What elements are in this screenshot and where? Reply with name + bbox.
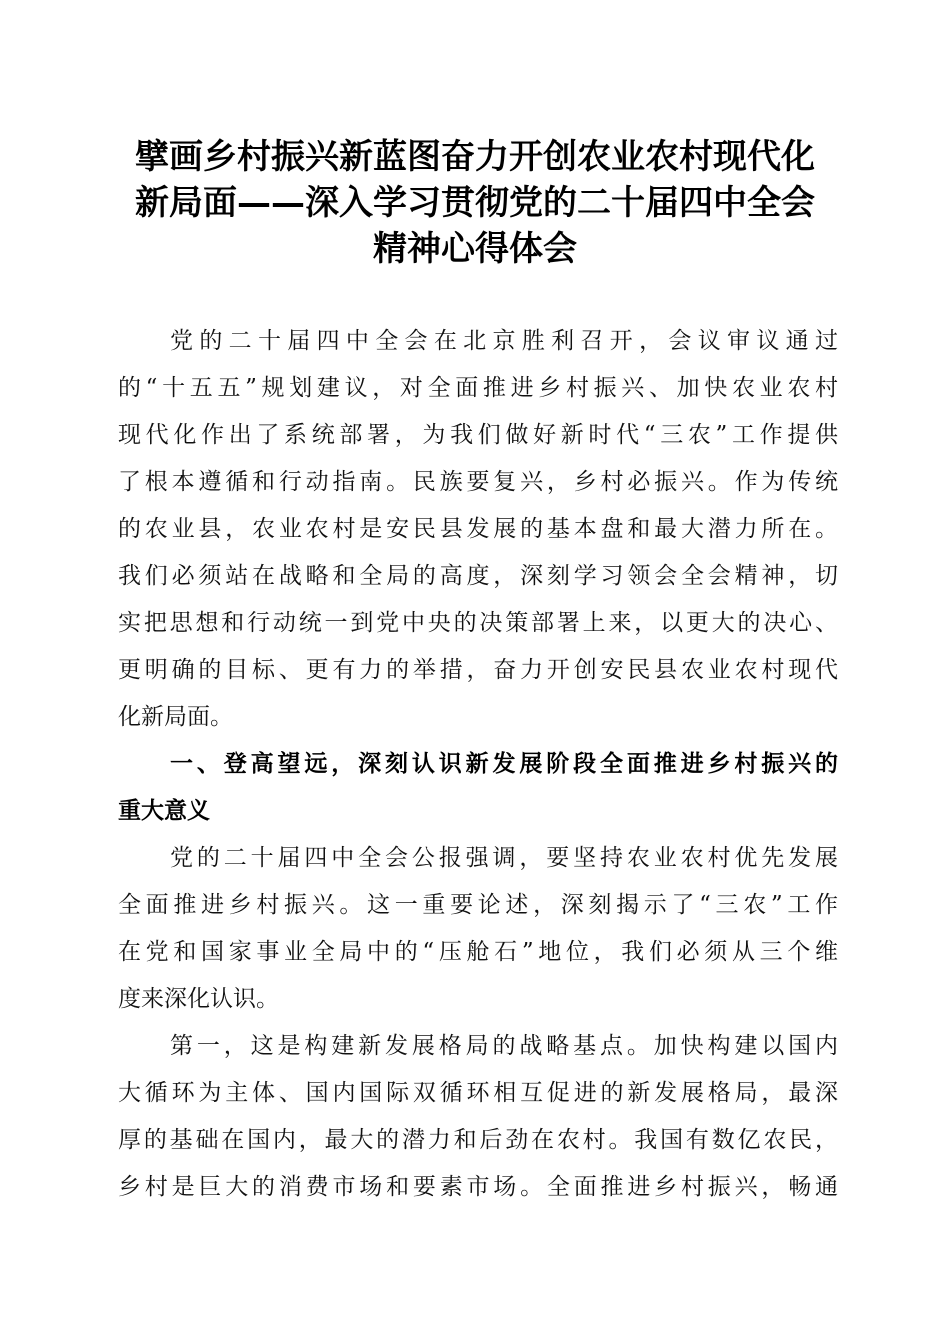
paragraph-significance	[118, 835, 838, 1023]
paragraph-first-point	[118, 1023, 838, 1211]
text-line: 化新局面。	[118, 704, 233, 730]
document-title	[105, 134, 845, 272]
text-line: 第一，这是构建新发展格局的战略基点。加快构建以国内	[170, 1033, 838, 1059]
document-body	[118, 318, 838, 1211]
text-line: 我们必须站在战略和全局的高度，深刻学习领会全会精神，切	[118, 563, 838, 589]
text-line: 了根本遵循和行动指南。民族要复兴，乡村必振兴。作为传统	[118, 469, 838, 495]
text-line: 现代化作出了系统部署，为我们做好新时代“三农”工作提供	[118, 422, 838, 448]
title-line: 擘画乡村振兴新蓝图奋力开创农业农村现代化	[135, 137, 815, 177]
text-line: 的“十五五”规划建议，对全面推进乡村振兴、加快农业农村	[118, 375, 838, 401]
text-line: 更明确的目标、更有力的举措，奋力开创安民县农业农村现代	[118, 657, 838, 683]
text-line: 党的二十届四中全会在北京胜利召开，会议审议通过	[170, 328, 838, 354]
text-line: 党的二十届四中全会公报强调，要坚持农业农村优先发展	[170, 845, 838, 871]
text-line: 大循环为主体、国内国际双循环相互促进的新发展格局，最深	[118, 1080, 838, 1106]
text-line: 在党和国家事业全局中的“压舱石”地位，我们必须从三个维	[118, 939, 838, 965]
text-line: 的农业县，农业农村是安民县发展的基本盘和最大潜力所在。	[118, 516, 838, 542]
text-line: 度来深化认识。	[118, 986, 279, 1012]
title-line: 新局面——深入学习贯彻党的二十届四中全会	[135, 183, 815, 223]
section-heading-1	[118, 741, 838, 835]
text-line: 实把思想和行动统一到党中央的决策部署上来，以更大的决心、	[118, 610, 838, 636]
text-line: 全面推进乡村振兴。这一重要论述，深刻揭示了“三农”工作	[118, 892, 838, 918]
title-line: 精神心得体会	[373, 229, 577, 269]
text-line: 厚的基础在国内，最大的潜力和后劲在农村。我国有数亿农民，	[118, 1127, 838, 1153]
heading-line: 一、登高望远，深刻认识新发展阶段全面推进乡村振兴的	[170, 751, 838, 777]
text-line: 乡村是巨大的消费市场和要素市场。全面推进乡村振兴，畅通	[118, 1174, 838, 1200]
heading-line: 重大意义	[118, 798, 210, 824]
paragraph-intro	[118, 318, 838, 741]
